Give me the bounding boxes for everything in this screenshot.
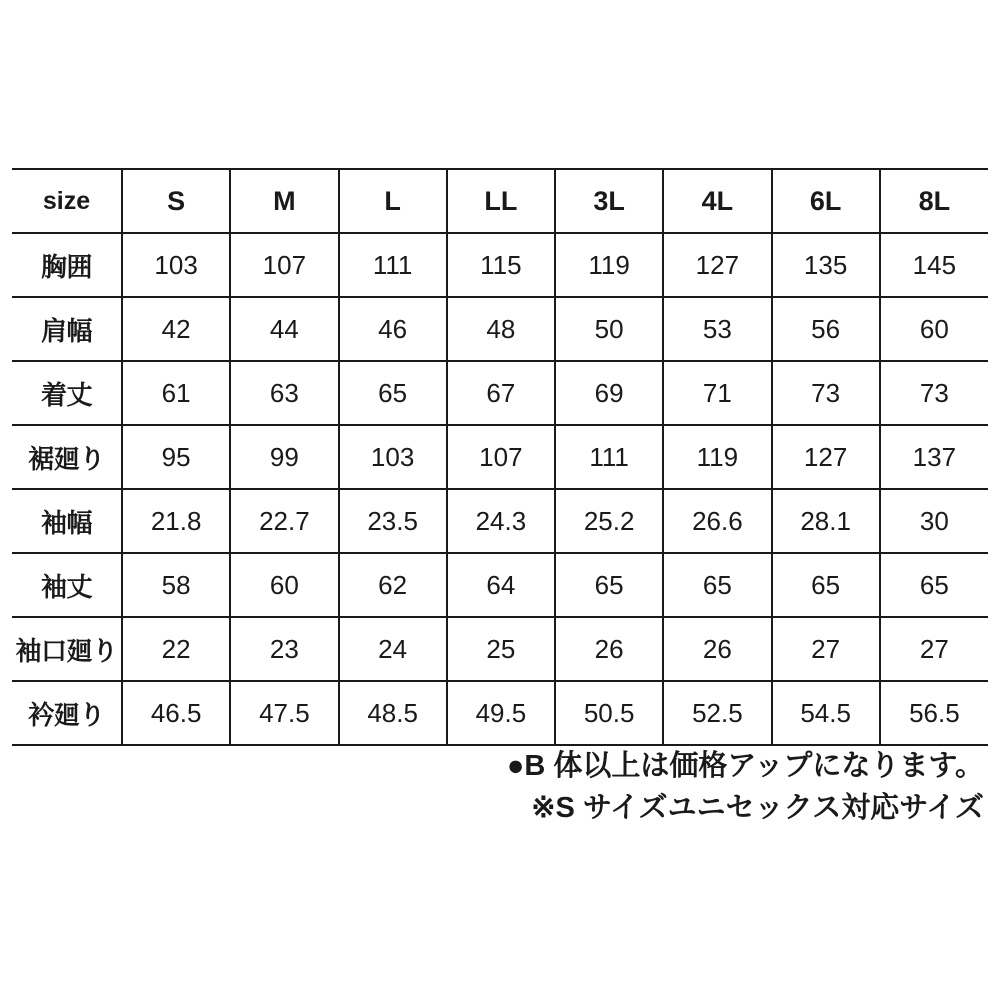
table-cell: 48.5 <box>339 681 447 745</box>
table-cell: 103 <box>339 425 447 489</box>
row-label: 袖丈 <box>12 553 122 617</box>
table-cell: 95 <box>122 425 230 489</box>
table-cell: 26.6 <box>663 489 771 553</box>
table-cell: 60 <box>230 553 338 617</box>
column-header-s: S <box>122 169 230 233</box>
table-row <box>12 617 988 681</box>
table-cell: 47.5 <box>230 681 338 745</box>
table-cell: 64 <box>447 553 555 617</box>
table-cell: 62 <box>339 553 447 617</box>
footnotes <box>0 745 992 829</box>
table-cell: 65 <box>339 361 447 425</box>
table-cell: 69 <box>555 361 663 425</box>
table-cell: 65 <box>555 553 663 617</box>
table-cell: 26 <box>555 617 663 681</box>
table-cell: 46 <box>339 297 447 361</box>
row-label: 裾廻り <box>12 425 122 489</box>
row-label: 衿廻り <box>12 681 122 745</box>
row-label: 袖口廻り <box>12 617 122 681</box>
table-cell: 119 <box>555 233 663 297</box>
table-cell: 115 <box>447 233 555 297</box>
table-cell: 61 <box>122 361 230 425</box>
table-row <box>12 489 988 553</box>
column-header-3l: 3L <box>555 169 663 233</box>
table-row <box>12 233 988 297</box>
table-cell: 60 <box>880 297 988 361</box>
table-cell: 50 <box>555 297 663 361</box>
table-row <box>12 361 988 425</box>
table-cell: 46.5 <box>122 681 230 745</box>
table-cell: 56 <box>772 297 880 361</box>
table-cell: 49.5 <box>447 681 555 745</box>
table-cell: 65 <box>880 553 988 617</box>
table-cell: 65 <box>772 553 880 617</box>
table-cell: 137 <box>880 425 988 489</box>
table-cell: 24.3 <box>447 489 555 553</box>
row-label: 胸囲 <box>12 233 122 297</box>
table-cell: 119 <box>663 425 771 489</box>
size-chart-table <box>12 168 988 746</box>
table-cell: 44 <box>230 297 338 361</box>
column-header-4l: 4L <box>663 169 771 233</box>
table-cell: 42 <box>122 297 230 361</box>
table-cell: 53 <box>663 297 771 361</box>
table-cell: 103 <box>122 233 230 297</box>
table-cell: 63 <box>230 361 338 425</box>
table-row <box>12 681 988 745</box>
table-cell: 107 <box>447 425 555 489</box>
table-cell: 23.5 <box>339 489 447 553</box>
table-cell: 30 <box>880 489 988 553</box>
table-cell: 73 <box>880 361 988 425</box>
table-cell: 99 <box>230 425 338 489</box>
column-header-ll: LL <box>447 169 555 233</box>
column-header-m: M <box>230 169 338 233</box>
table-header <box>12 169 988 233</box>
table-cell: 48 <box>447 297 555 361</box>
column-header-6l: 6L <box>772 169 880 233</box>
row-label: 着丈 <box>12 361 122 425</box>
table-cell: 25.2 <box>555 489 663 553</box>
table-cell: 135 <box>772 233 880 297</box>
table-cell: 52.5 <box>663 681 771 745</box>
table-cell: 58 <box>122 553 230 617</box>
table-cell: 65 <box>663 553 771 617</box>
table-cell: 111 <box>555 425 663 489</box>
table-cell: 56.5 <box>880 681 988 745</box>
row-label: 袖幅 <box>12 489 122 553</box>
table-cell: 127 <box>772 425 880 489</box>
table-cell: 111 <box>339 233 447 297</box>
footnote-unisex: ※S サイズユニセックス対応サイズ <box>531 792 984 825</box>
table-header-row <box>12 169 988 233</box>
table-cell: 22.7 <box>230 489 338 553</box>
table-cell: 127 <box>663 233 771 297</box>
table-cell: 22 <box>122 617 230 681</box>
table-row <box>12 297 988 361</box>
table-cell: 27 <box>880 617 988 681</box>
table-body <box>12 233 988 745</box>
table-cell: 26 <box>663 617 771 681</box>
table-cell: 73 <box>772 361 880 425</box>
table-cell: 28.1 <box>772 489 880 553</box>
table-cell: 27 <box>772 617 880 681</box>
table-cell: 71 <box>663 361 771 425</box>
footnote-price-up: ●B 体以上は価格アップになります。 <box>506 750 984 782</box>
row-label: 肩幅 <box>12 297 122 361</box>
table-cell: 145 <box>880 233 988 297</box>
table-cell: 67 <box>447 361 555 425</box>
table-cell: 107 <box>230 233 338 297</box>
table-cell: 24 <box>339 617 447 681</box>
column-header-l: L <box>339 169 447 233</box>
table-cell: 54.5 <box>772 681 880 745</box>
table-cell: 23 <box>230 617 338 681</box>
table-cell: 25 <box>447 617 555 681</box>
table-cell: 21.8 <box>122 489 230 553</box>
table-cell: 50.5 <box>555 681 663 745</box>
column-header-8l: 8L <box>880 169 988 233</box>
table-row <box>12 553 988 617</box>
table-row <box>12 425 988 489</box>
table-corner-label: size <box>12 169 122 233</box>
